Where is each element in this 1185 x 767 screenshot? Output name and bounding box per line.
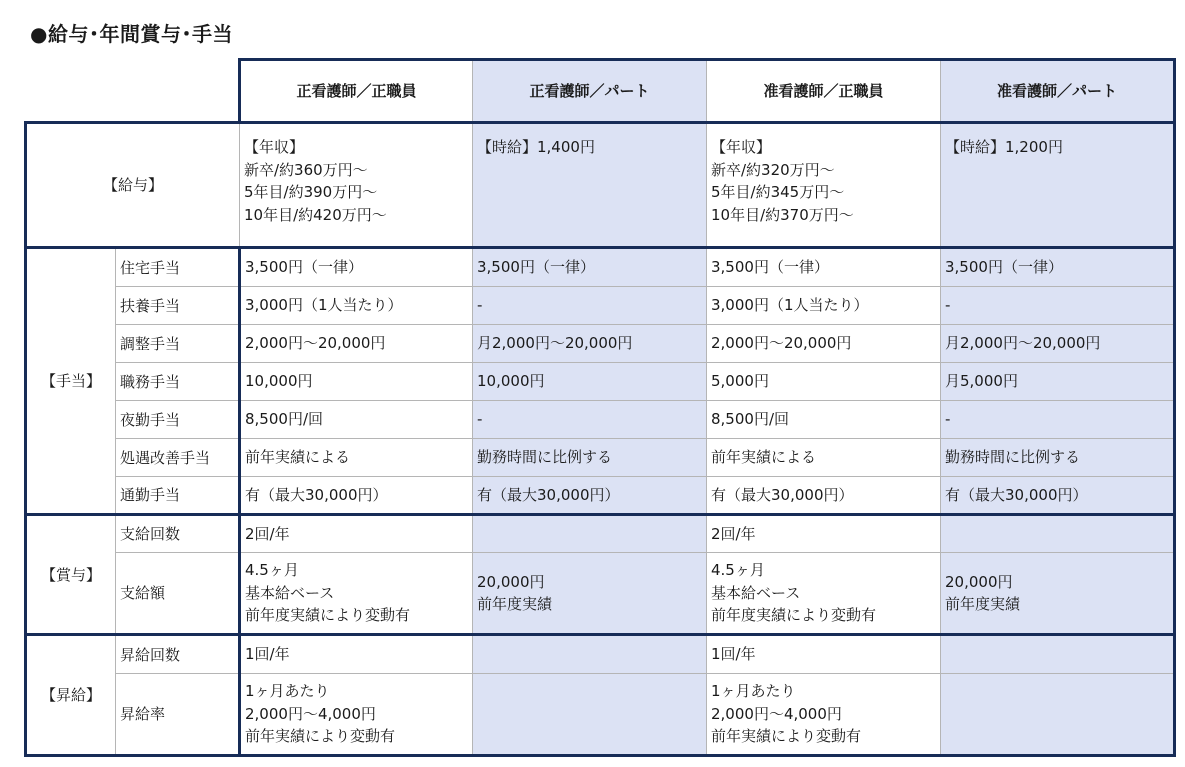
table-row bbox=[26, 439, 1175, 477]
table-cell: 勤務時間に比例する bbox=[473, 439, 707, 477]
table-row bbox=[26, 287, 1175, 325]
table-cell: 3,000円（1人当たり） bbox=[707, 287, 941, 325]
table-cell bbox=[473, 515, 707, 553]
table-cell: - bbox=[473, 401, 707, 439]
col-header-1: 正看護師／正職員 bbox=[240, 60, 473, 123]
table-cell: 3,500円（一律） bbox=[941, 248, 1175, 287]
row-label: 職務手当 bbox=[116, 363, 240, 401]
allowances-section bbox=[26, 248, 1175, 515]
salary-label: 【給与】 bbox=[26, 123, 240, 248]
table-cell: 3,000円（1人当たり） bbox=[240, 287, 473, 325]
raise-group-label: 【昇給】 bbox=[26, 635, 116, 756]
table-cell: 3,500円（一律） bbox=[473, 248, 707, 287]
table-cell bbox=[941, 635, 1175, 674]
table-row bbox=[26, 674, 1175, 756]
table-cell: - bbox=[941, 401, 1175, 439]
table-cell: 1ヶ月あたり 2,000円～4,000円 前年実績により変動有 bbox=[707, 674, 941, 756]
row-label: 夜勤手当 bbox=[116, 401, 240, 439]
row-label: 支給額 bbox=[116, 553, 240, 635]
salary-row bbox=[26, 123, 1175, 248]
table-cell: 有（最大30,000円） bbox=[707, 477, 941, 515]
table-row bbox=[26, 401, 1175, 439]
salary-cell-3: 【年収】 新卒/約320万円～ 5年目/約345万円～ 10年目/約370万円～ bbox=[707, 123, 941, 248]
table-cell: 2,000円～20,000円 bbox=[707, 325, 941, 363]
table-cell: 4.5ヶ月 基本給ベース 前年度実績により変動有 bbox=[707, 553, 941, 635]
table-cell: 20,000円 前年度実績 bbox=[473, 553, 707, 635]
row-label: 支給回数 bbox=[116, 515, 240, 553]
table-cell: 有（最大30,000円） bbox=[240, 477, 473, 515]
table-cell: 月2,000円～20,000円 bbox=[473, 325, 707, 363]
page-title: ●給与･年間賞与･手当 bbox=[30, 22, 233, 46]
table-cell: 前年実績による bbox=[707, 439, 941, 477]
table-cell: 20,000円 前年度実績 bbox=[941, 553, 1175, 635]
table-cell: 1回/年 bbox=[707, 635, 941, 674]
salary-table bbox=[24, 58, 1176, 757]
raise-section bbox=[26, 635, 1175, 756]
table-row bbox=[26, 477, 1175, 515]
table-row bbox=[26, 248, 1175, 287]
row-label: 調整手当 bbox=[116, 325, 240, 363]
row-label: 昇給率 bbox=[116, 674, 240, 756]
col-header-3: 准看護師／正職員 bbox=[707, 60, 941, 123]
allowances-group-label: 【手当】 bbox=[26, 248, 116, 515]
table-cell: - bbox=[941, 287, 1175, 325]
row-label: 昇給回数 bbox=[116, 635, 240, 674]
table-cell: 10,000円 bbox=[240, 363, 473, 401]
table-cell: 勤務時間に比例する bbox=[941, 439, 1175, 477]
col-header-4: 准看護師／パート bbox=[941, 60, 1175, 123]
table-cell: 月2,000円～20,000円 bbox=[941, 325, 1175, 363]
row-label: 扶養手当 bbox=[116, 287, 240, 325]
table-row bbox=[26, 635, 1175, 674]
salary-cell-4: 【時給】1,200円 bbox=[941, 123, 1175, 248]
col-header-2: 正看護師／パート bbox=[473, 60, 707, 123]
row-label: 処遇改善手当 bbox=[116, 439, 240, 477]
salary-cell-1: 【年収】 新卒/約360万円～ 5年目/約390万円～ 10年目/約420万円～ bbox=[240, 123, 473, 248]
row-label: 住宅手当 bbox=[116, 248, 240, 287]
table-cell: 4.5ヶ月 基本給ベース 前年度実績により変動有 bbox=[240, 553, 473, 635]
table-row bbox=[26, 325, 1175, 363]
table-cell: 1ヶ月あたり 2,000円～4,000円 前年実績により変動有 bbox=[240, 674, 473, 756]
row-label: 通勤手当 bbox=[116, 477, 240, 515]
bonus-group-label: 【賞与】 bbox=[26, 515, 116, 635]
table-cell bbox=[473, 674, 707, 756]
table-cell: 3,500円（一律） bbox=[240, 248, 473, 287]
table-cell: 2回/年 bbox=[707, 515, 941, 553]
table-cell: 2,000円～20,000円 bbox=[240, 325, 473, 363]
table-row bbox=[26, 553, 1175, 635]
table-cell: 有（最大30,000円） bbox=[473, 477, 707, 515]
table-cell: 8,500円/回 bbox=[707, 401, 941, 439]
table-cell bbox=[941, 674, 1175, 756]
table-cell: 月5,000円 bbox=[941, 363, 1175, 401]
table-cell: 10,000円 bbox=[473, 363, 707, 401]
header-blank bbox=[26, 60, 240, 123]
table-cell: 5,000円 bbox=[707, 363, 941, 401]
table-row bbox=[26, 363, 1175, 401]
table-cell: - bbox=[473, 287, 707, 325]
bonus-section bbox=[26, 515, 1175, 635]
table-cell: 8,500円/回 bbox=[240, 401, 473, 439]
table-cell: 有（最大30,000円） bbox=[941, 477, 1175, 515]
table-cell: 1回/年 bbox=[240, 635, 473, 674]
table-cell bbox=[941, 515, 1175, 553]
table-cell: 3,500円（一律） bbox=[707, 248, 941, 287]
table-row bbox=[26, 515, 1175, 553]
salary-cell-2: 【時給】1,400円 bbox=[473, 123, 707, 248]
table-cell bbox=[473, 635, 707, 674]
table-cell: 前年実績による bbox=[240, 439, 473, 477]
table-cell: 2回/年 bbox=[240, 515, 473, 553]
